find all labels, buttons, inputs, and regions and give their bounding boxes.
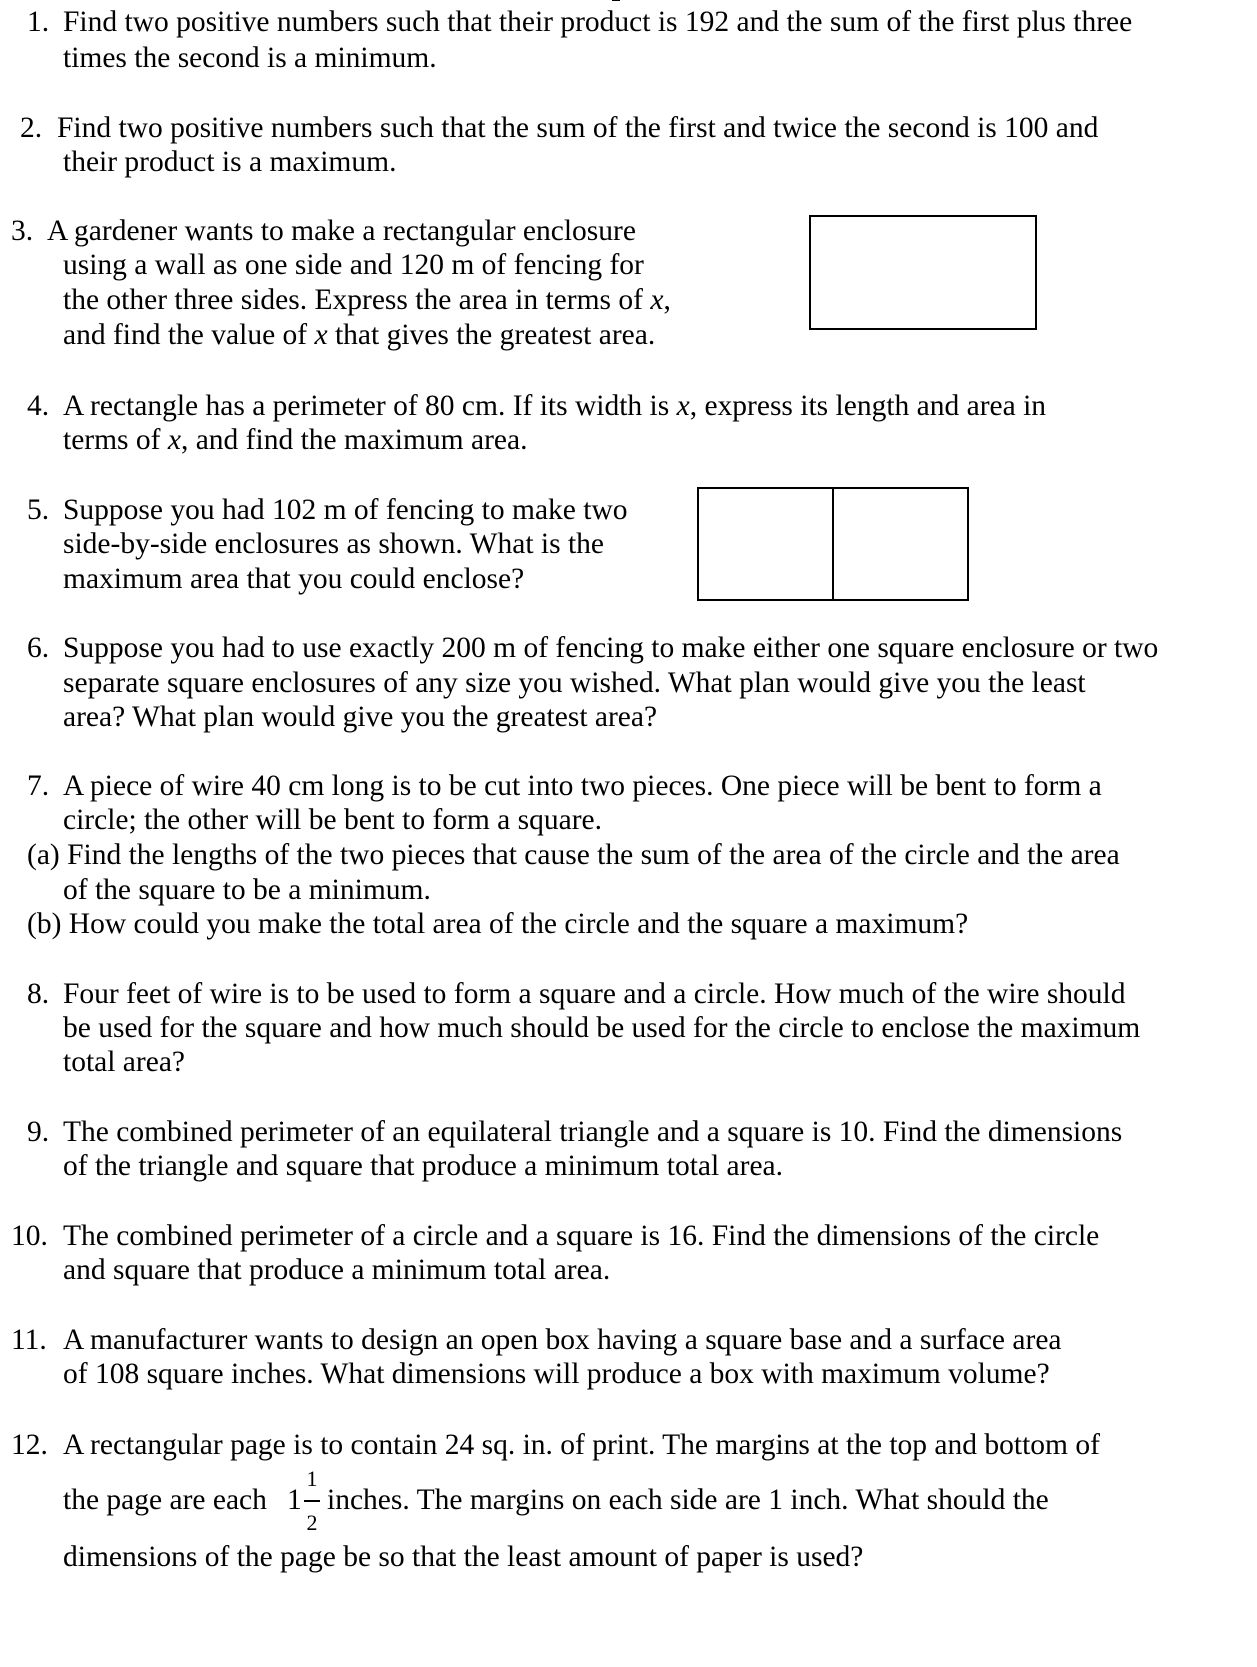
problem-number: 4.: [27, 390, 50, 422]
problem-text-line: Suppose you had to use exactly 200 m of fencing to make either one square enclosure or two: [63, 632, 1159, 664]
problem-text-line: The combined perimeter of an equilateral triangle and a square is 10. Find the dimensions: [63, 1116, 1123, 1148]
problem-text-line: and find the value of x that gives the greatest area.: [63, 319, 656, 351]
problem-part-a: (a) Find the lengths of the two pieces that cause the sum of the area of the circle and the area: [27, 839, 1120, 871]
problem-text-line: inches. The margins on each side are 1 inch. What should the: [327, 1484, 1049, 1516]
problem-text-line: area? What plan would give you the greatest area?: [63, 701, 658, 733]
problem-text-line: dimensions of the page be so that the least amount of paper is used?: [63, 1541, 864, 1573]
problem-number: 2.: [20, 112, 43, 144]
problem-text-line: be used for the square and how much should be used for the circle to enclose the maximum: [63, 1012, 1141, 1044]
problem-text-line: side-by-side enclosures as shown. What is the: [63, 528, 604, 560]
fraction-numerator: 1: [306, 1466, 318, 1491]
problem-number: 3.: [11, 215, 34, 247]
variable-x: x: [650, 284, 664, 316]
enclosure-rectangle-diagram: [809, 215, 1037, 330]
problem-text-line: Four feet of wire is to be used to form a square and a circle. How much of the wire should: [63, 978, 1126, 1010]
fraction-bar: [304, 1500, 320, 1502]
problem-number: 1.: [27, 6, 50, 38]
problem-number: 10.: [11, 1220, 48, 1252]
problem-number: 8.: [27, 978, 50, 1010]
problem-number: 12.: [11, 1429, 48, 1461]
problem-text-line: circle; the other will be bent to form a square.: [63, 804, 602, 836]
problem-text-line: terms of x, and find the maximum area.: [63, 424, 528, 456]
page-crop-mark: [612, 0, 620, 1]
problem-text-line: Suppose you had 102 m of fencing to make two: [63, 494, 628, 526]
problem-number: 6.: [27, 632, 50, 664]
problem-text-line: A manufacturer wants to design an open box having a square base and a surface area: [63, 1324, 1062, 1356]
problem-text-line: of 108 square inches. What dimensions will produce a box with maximum volume?: [63, 1358, 1050, 1390]
problem-number: 5.: [27, 494, 50, 526]
variable-x: x: [167, 424, 181, 456]
problem-number: 11.: [11, 1324, 47, 1356]
problem-text-line: and square that produce a minimum total area.: [63, 1254, 611, 1286]
problem-text-line: maximum area that you could enclose?: [63, 563, 525, 595]
problem-number: 7.: [27, 770, 50, 802]
problem-text-line: their product is a maximum.: [63, 146, 397, 178]
problem-text-line: total area?: [63, 1046, 186, 1078]
problem-text-line: separate square enclosures of any size you wished. What plan would give you the least: [63, 667, 1086, 699]
variable-x: x: [676, 390, 690, 422]
problem-text-line: Find two positive numbers such that their product is 192 and the sum of the first plus three: [63, 6, 1133, 38]
problem-text-line: using a wall as one side and 120 m of fencing for: [63, 249, 644, 281]
variable-x: x: [314, 319, 328, 351]
problem-text-line: A rectangle has a perimeter of 80 cm. If its width is x, express its length and area in: [63, 390, 1047, 422]
fraction-denominator: 2: [306, 1510, 318, 1535]
problem-text-line: times the second is a minimum.: [63, 42, 437, 74]
enclosure-divider: [832, 487, 834, 601]
problem-text-line: the page are each: [63, 1484, 267, 1516]
problem-text-line: of the square to be a minimum.: [63, 874, 431, 906]
problem-part-b: (b) How could you make the total area of the circle and the square a maximum?: [27, 908, 969, 940]
problem-text-line: of the triangle and square that produce a minimum total area.: [63, 1150, 784, 1182]
problem-number: 9.: [27, 1116, 50, 1148]
mixed-number-whole: 1: [287, 1484, 302, 1516]
problem-text-line: A piece of wire 40 cm long is to be cut into two pieces. One piece will be bent to form a: [63, 770, 1102, 802]
problem-text-line: A rectangular page is to contain 24 sq. in. of print. The margins at the top and bottom of: [63, 1429, 1100, 1461]
problem-text-line: the other three sides. Express the area in terms of x,: [63, 284, 671, 316]
problem-text-line: The combined perimeter of a circle and a square is 16. Find the dimensions of the circle: [63, 1220, 1100, 1252]
problem-text-line: A gardener wants to make a rectangular enclosure: [47, 215, 636, 247]
problem-text-line: Find two positive numbers such that the sum of the first and twice the second is 100 and: [57, 112, 1099, 144]
